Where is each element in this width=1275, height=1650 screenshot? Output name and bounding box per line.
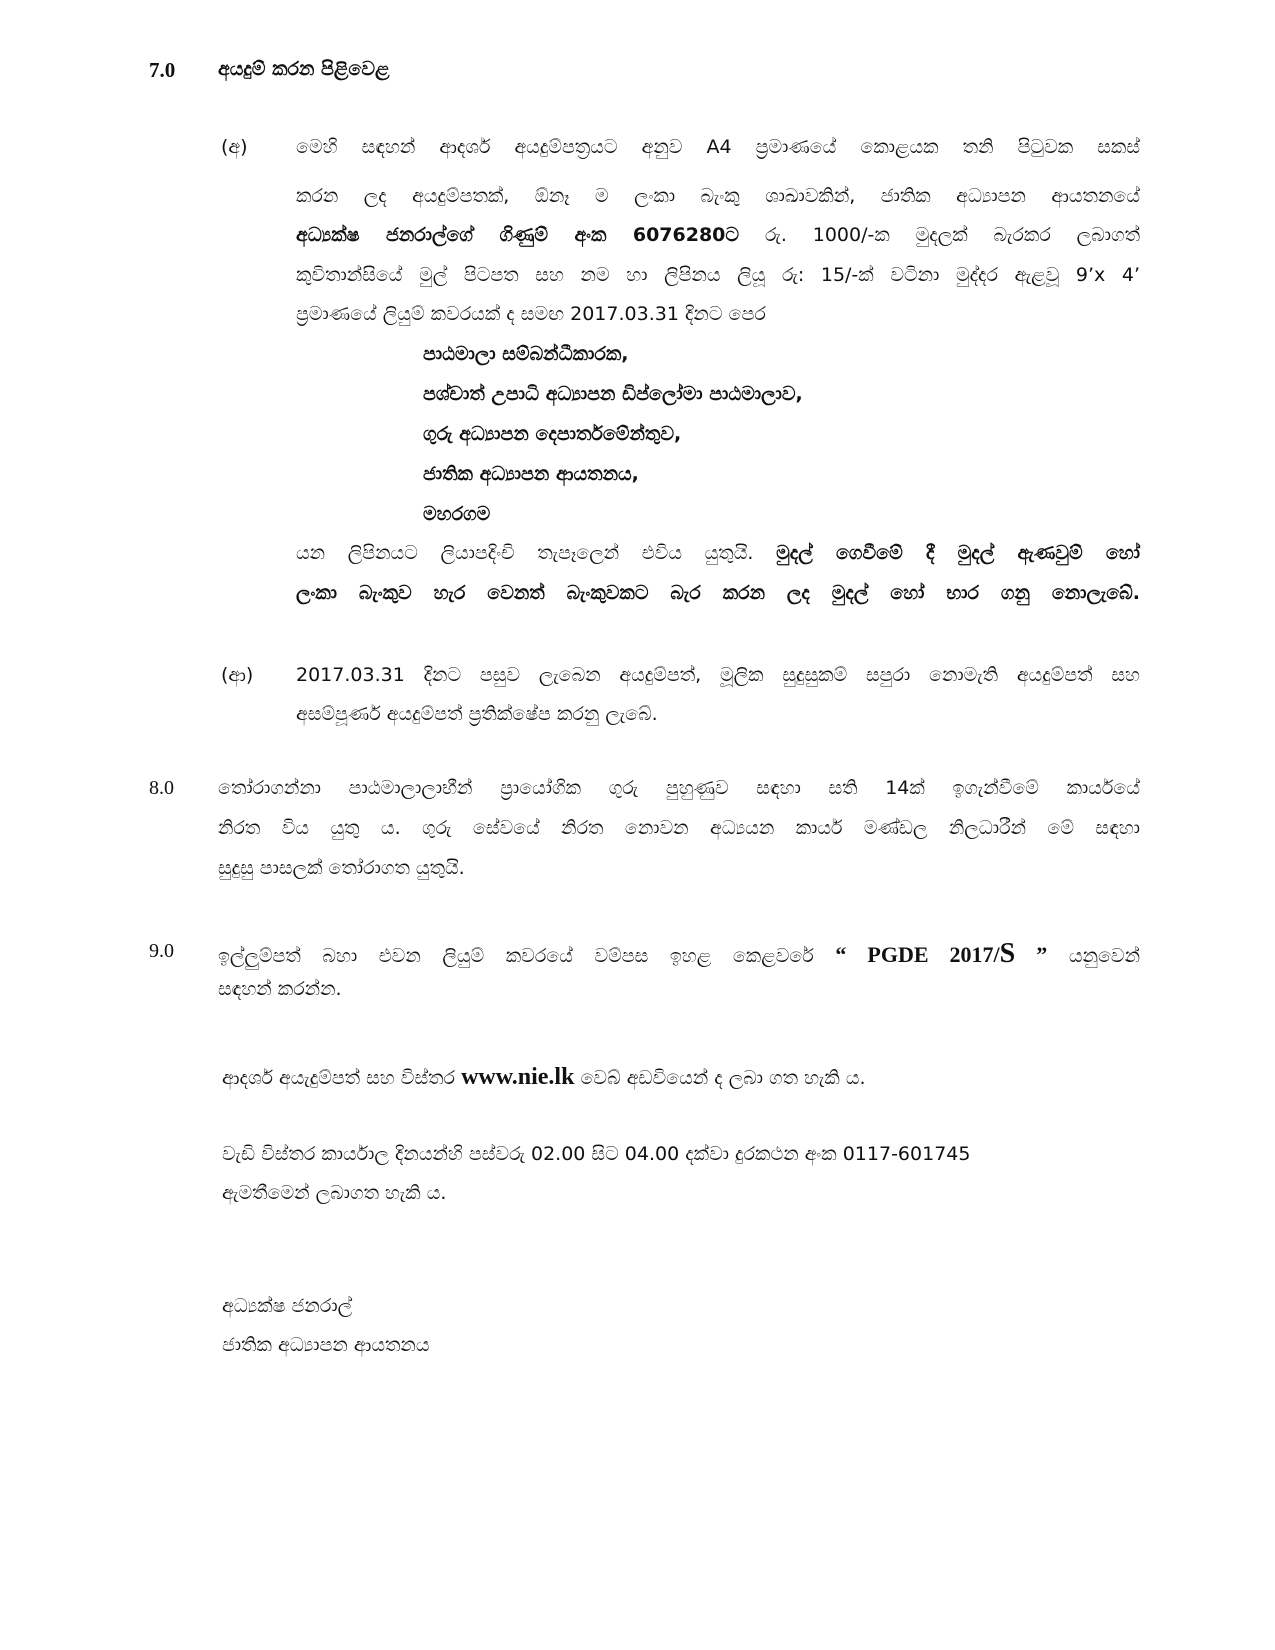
section-8-line3: සුදුසු පාසලක් තෝරාගත යුතුයි. (218, 857, 465, 879)
section-7a-line5-pre: ප්‍රමාණයේ ලියුම් කවරයක් ද සමඟ (296, 303, 571, 325)
section-9-line1-post: යනුවෙන් (1047, 945, 1140, 967)
section-7aa-line1-rest: දිනට පසුව ලැබෙන අයදුම්පත්, මූලික සුදුසුකම් සපුරා නොමැති අයදුම්පත් සහ (404, 664, 1140, 686)
contact-line1 (222, 1143, 970, 1165)
address-line-5: මහරගම (423, 503, 491, 525)
section-9-line1 (218, 938, 1140, 970)
section-7a-after1-bold: මුදල් ගෙවීමේ දී මුදල් ඇණවුම් හෝ (776, 542, 1140, 564)
address-line-3: ගුරු අධ්‍යාපන දෙපාර්තමේන්තුව, (423, 423, 682, 445)
signature-title: අධ්‍යක්ෂ ජනරාල් (222, 1295, 353, 1317)
deadline-date: 2017.03.31 (570, 303, 679, 325)
section-9-number: 9.0 (149, 940, 174, 962)
section-9-line2: සඳහන් කරන්න. (218, 978, 342, 1000)
section-7a-line5 (296, 303, 766, 325)
signature-institute: ජාතික අධ්‍යාපන ආයතනය (222, 1334, 430, 1356)
pgde-code (835, 938, 1048, 969)
section-7a-after-line2: ලංකා බැංකුව හැර වෙනත් බැංකුවකට බැර කරන ලද මුදල් හෝ භාර ගනු නොලැබේ. (296, 582, 1140, 604)
pgde-code-suffix: ” (1015, 942, 1048, 967)
section-7aa-line2: අසම්පූර්ණ අයදුම්පත් ප්‍රතික්ෂේප කරනු ලැබේ. (296, 703, 658, 725)
account-number-text: අධ්‍යක්ෂ ජනරාල්ගේ ගිණුම් අංක 6076280ට (296, 224, 740, 246)
section-7aa-line1 (296, 664, 1140, 686)
section-7a-after1-normal: යන ලිපිනයට ලියාපදිංචි තැපෑලෙන් එවිය යුතුයි. (296, 542, 777, 564)
section-7a-after-line1 (296, 542, 1140, 564)
address-line-1: පාඨමාලා සම්බන්ධීකාරක, (423, 343, 629, 365)
section-8-line2: නිරත විය යුතු ය. ගුරු සේවයේ නිරත නොවන අධ්‍යයන කාර්ය මණ්ඩල නිලධාරීන් මේ සඳහා (218, 817, 1140, 839)
address-line-2: පශ්චාත් උපාධි අධ්‍යාපන ඩිප්ලෝමා පාඨමාලාව, (423, 383, 803, 405)
section-7a-marker: (අ) (221, 136, 248, 158)
section-7a-line5-post: දිනට පෙර (678, 303, 766, 325)
address-line-4: ජාතික අධ්‍යාපන ආයතනය, (423, 463, 639, 485)
section-8-line1: තෝරාගන්නා පාඨමාලාලාභීන් ප්‍රායෝගික ගුරු පුහුණුව සඳහා සති 14ක් ඉගැන්වීමේ කාර්යයේ (218, 777, 1140, 799)
pgde-code-prefix: “ PGDE 2017/ (835, 942, 1000, 967)
section-7a-line2: කරන ලද අයදුම්පතක්, ඕනෑ ම ලංකා බැංකු ශාඛාවකින්, ජාතික අධ්‍යාපන ආයතනයේ (296, 185, 1140, 207)
website-link[interactable]: www.nie.lk (461, 1064, 575, 1090)
section-9-line1-pre: ඉල්ලුම්පත් බහා එවන ලියුම් කවරයේ වම්පස ඉහළ කෙළවරේ (218, 945, 836, 967)
section-7a-line1: මෙහි සඳහන් ආදර්ශ අයදුම්පත්‍රයට අනුව A4 ප්‍රමාණයේ කොළයක තනි පිටුවක සකස් (296, 136, 1140, 158)
contact-line2: ඇමතීමෙන් ලබාගත හැකි ය. (222, 1182, 447, 1204)
website-line-pre: ආදර්ශ අයැදුම්පත් සහ විස්තර (222, 1067, 462, 1089)
section-8-number: 8.0 (149, 777, 174, 799)
website-line-post: වෙබ් අඩවියෙන් ද ලබා ගත හැකි ය. (574, 1067, 866, 1089)
section-7a-line3-rest: රු. 1000/-ක මුදලක් බැරකර ලබාගත් (739, 224, 1141, 246)
website-line (222, 1064, 866, 1091)
section-7a-line3 (296, 224, 1140, 246)
contact-line1-pre: වැඩි විස්තර කාර්යාල දිනයන්හි පස්වරු 02.00 සිට 04.00 දක්වා දුරකථන අංක (222, 1143, 843, 1165)
section-7-title: අයදුම් කරන පිළිවෙළ (218, 58, 390, 80)
section-7aa-date: 2017.03.31 (296, 664, 405, 686)
section-7aa-marker: (ආ) (221, 664, 254, 686)
section-7-number: 7.0 (149, 58, 176, 82)
pgde-code-s: S (999, 938, 1016, 969)
phone-number: 0117-601745 (842, 1143, 971, 1165)
section-7a-line4: කුවිතාන්සියේ මුල් පිටපත සහ නම හා ලිපිනය ලියූ රු: 15/-ක් වටිනා මුද්දර ඇළවූ 9’x 4’ (296, 264, 1140, 286)
